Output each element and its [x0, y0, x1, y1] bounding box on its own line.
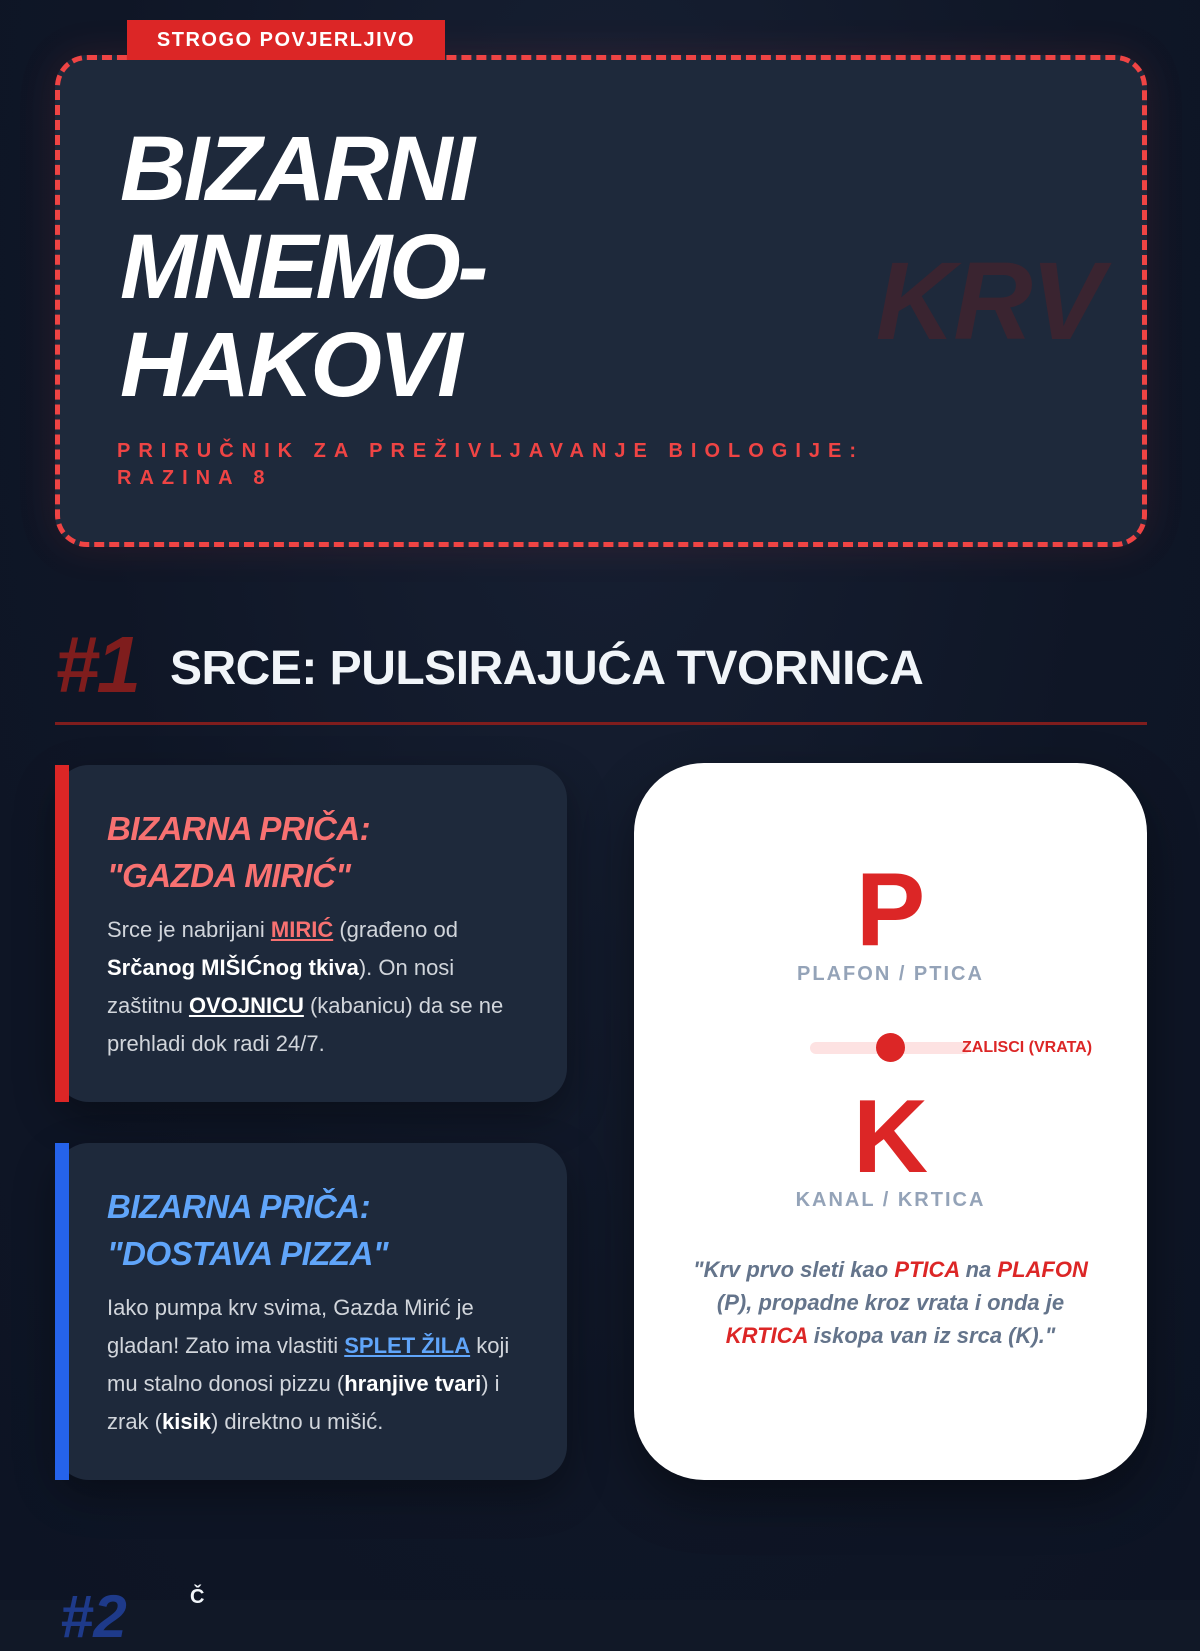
story-title [107, 805, 522, 899]
story-body [107, 911, 522, 1063]
label-plafon-ptica: PLAFON / PTICA [797, 963, 984, 985]
story-text: Iako pumpa krv svima, Gazda Mirić je gladan! Zato ima vlastiti [107, 1295, 474, 1358]
hero-title-line: MNEMO- [120, 216, 486, 318]
story-text: ). On nosi zaštitnu [107, 955, 455, 1018]
hero-watermark: KRV [875, 240, 1102, 363]
story-bold-term: hranjive tvari [344, 1371, 482, 1396]
story-text: (građeno od [333, 917, 458, 942]
story-card-miric [55, 765, 567, 1102]
section-title: SRCE: PULSIRAJUĆA TVORNICA [170, 642, 924, 695]
story-text: ) i zrak ( [107, 1371, 500, 1434]
story-title-line: "GAZDA MIRIĆ" [107, 857, 351, 894]
story-body [107, 1289, 522, 1441]
next-section-title [190, 1586, 204, 1592]
quote-highlight: KRTICA [725, 1323, 808, 1348]
hero-title [120, 120, 485, 414]
mnemonic-quote [689, 1253, 1092, 1352]
quote-text: (P), propadne kroz vrata i onda je [716, 1290, 1065, 1315]
hero-title-line: BIZARNI [120, 118, 473, 220]
next-section-number: #2 [60, 1583, 127, 1650]
letter-k: K [852, 1079, 929, 1195]
story-text: Srce je nabrijani [107, 917, 271, 942]
story-title [107, 1183, 522, 1277]
story-bold-term: kisik [162, 1409, 211, 1434]
keyword-miric: MIRIĆ [270, 917, 334, 942]
letter-p: P [855, 852, 926, 968]
section-header [55, 620, 1147, 725]
quote-highlight: PTICA [894, 1257, 960, 1282]
story-text: koji mu stalno donosi pizzu ( [107, 1333, 510, 1396]
heart-mnemonic-diagram [634, 763, 1147, 1480]
hero-subtitle: PRIRUČNIK ZA PREŽIVLJAVANJE BIOLOGIJE: RAZINA 8 [117, 440, 865, 489]
story-text: ) direktno u mišić. [210, 1409, 384, 1434]
story-card-pizza [55, 1143, 567, 1480]
section-number: #1 [55, 620, 138, 709]
label-kanal-krtica: KANAL / KRTICA [795, 1189, 986, 1211]
quote-highlight: PLAFON [997, 1257, 1088, 1282]
hero-title-line: HAKOVI [120, 314, 460, 416]
valve-dot [876, 1033, 905, 1062]
quote-text: "Krv prvo sleti kao [693, 1257, 895, 1282]
quote-text: na [959, 1257, 998, 1282]
story-title-line: BIZARNA PRIČA: [107, 1188, 371, 1225]
keyword-ovojnica: OVOJNICU [188, 993, 304, 1018]
story-title-line: BIZARNA PRIČA: [107, 810, 371, 847]
story-title-line: "DOSTAVA PIZZA" [107, 1235, 389, 1272]
keyword-splet-zila: SPLET ŽILA [344, 1333, 471, 1358]
story-bold-term: Srčanog MIŠIĆnog tkiva [107, 955, 359, 980]
confidential-stamp: STROGO POVJERLJIVO [127, 20, 445, 60]
quote-text: iskopa van iz srca (K)." [807, 1323, 1056, 1348]
hero-card [55, 55, 1147, 547]
story-text: (kabanicu) da se ne prehladi dok radi 24/7. [107, 993, 504, 1056]
valve-label: ZALISCI (VRATA) [962, 1039, 1093, 1056]
